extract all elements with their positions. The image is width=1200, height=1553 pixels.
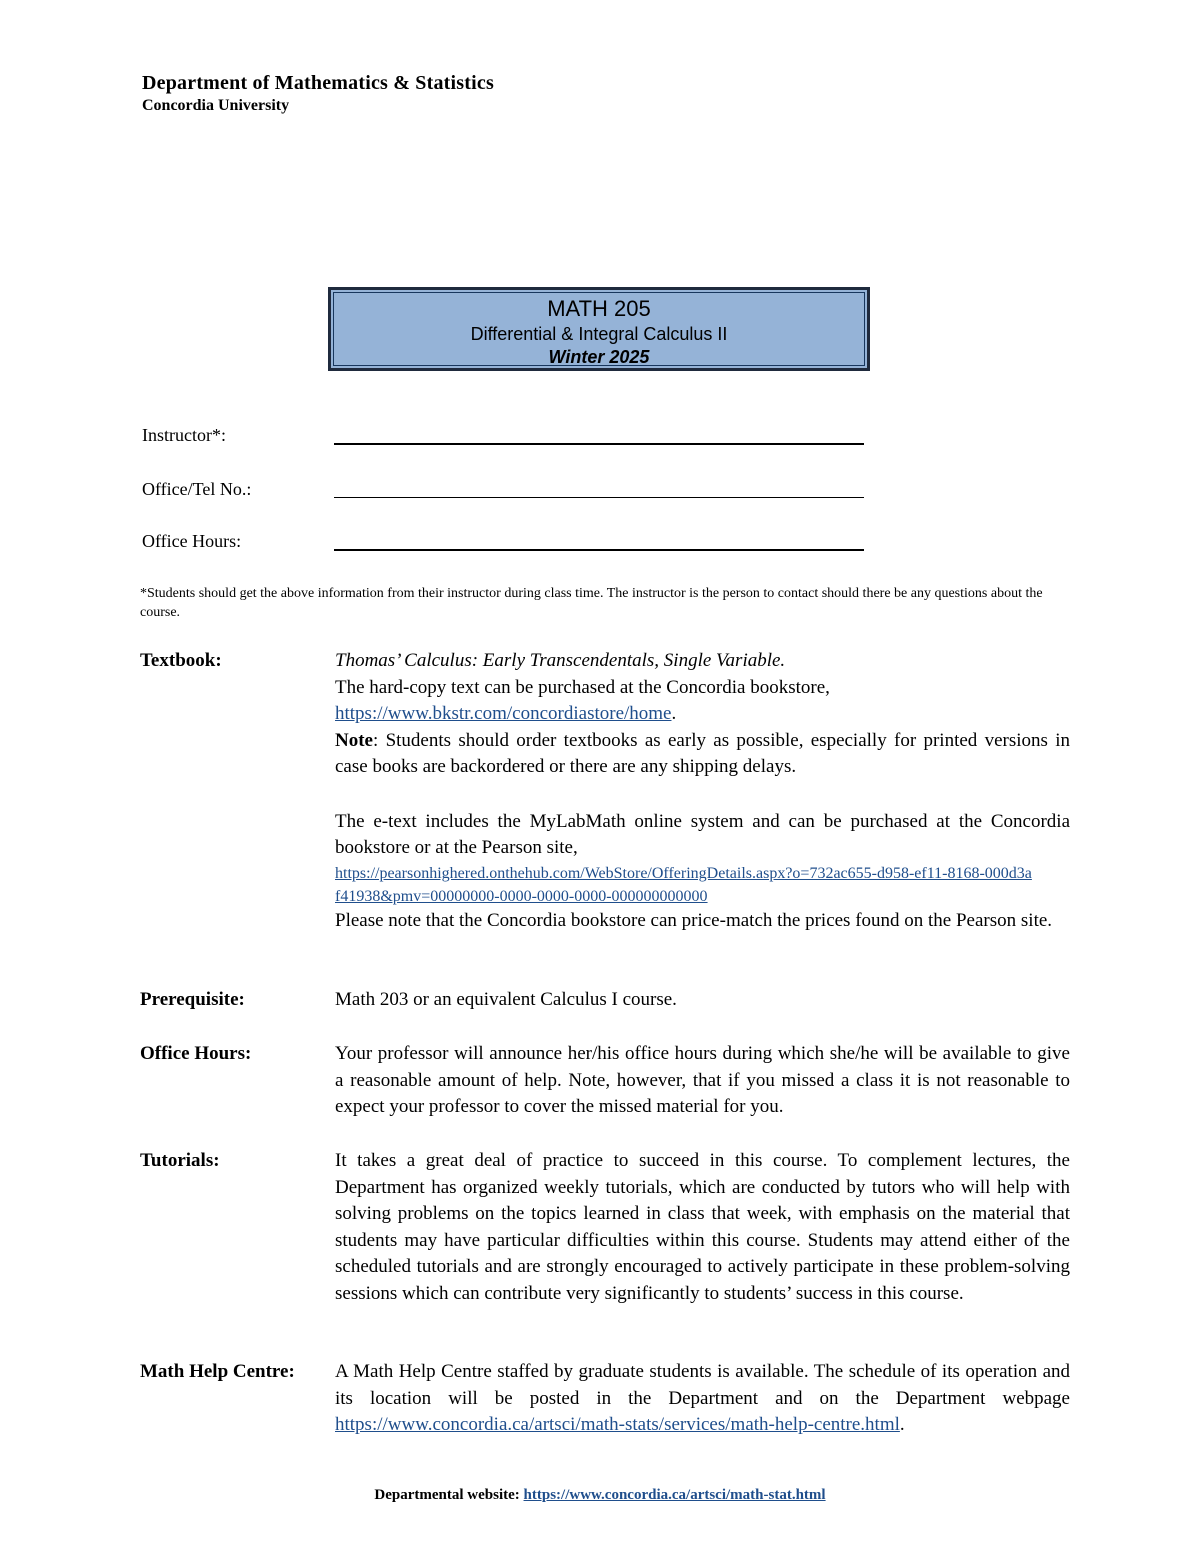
footer-label: Departmental website: [374, 1487, 520, 1503]
course-name: Differential & Integral Calculus II [470, 324, 728, 344]
tutorials-label: Tutorials: [140, 1150, 220, 1171]
textbook-note-label: Note [335, 729, 373, 751]
office-hours-label: Office Hours: [140, 1043, 252, 1064]
textbook-note-text: : Students should order textbooks as early as possible, especially for printed versions in case books are backordered or there are any shipping delays. [335, 729, 1070, 777]
pearson-link[interactable]: https://pearsonhighered.onthehub.com/WebStore/OfferingDetails.aspx?o=732ac655-d958-ef11-8168-000d3af41938&pmv=00000000-0000-0000-0000-000000000000 [335, 864, 1032, 905]
textbook-label: Textbook: [140, 650, 222, 671]
course-title-box [328, 287, 870, 371]
department-website-link[interactable]: https://www.concordia.ca/artsci/math-stat.html [523, 1487, 826, 1503]
tutorials-text: It takes a great deal of practice to succeed in this course. To complement lectures, the Department has organized weekly tutorials, which are conducted by tutors who will help with solving problems on the topics learned in class that week, with emphasis on the material that students may have particular difficulties within this course. Students may attend either of the scheduled tutorials and are strongly encouraged to actively participate in these problem-solving sessions which can contribute very significantly to students’ success in this course. [335, 1150, 1070, 1304]
office-hours-blank-line [334, 549, 864, 551]
instructor-info-note: *Students should get the above information from their instructor during class time. The instructor is the person to contact should there be any questions about the course. [140, 586, 1043, 620]
course-code: MATH 205 [547, 296, 651, 321]
prerequisite-text: Math 203 or an equivalent Calculus I course. [335, 989, 677, 1010]
office-tel-label: Office/Tel No.: [142, 479, 252, 499]
instructor-blank-line [334, 443, 864, 445]
department-title: Department of Mathematics & Statistics [142, 72, 494, 94]
textbook-title: Thomas’ Calculus: Early Transcendentals, Single Variable. [335, 650, 786, 671]
office-hours-field-label: Office Hours: [142, 531, 242, 551]
math-help-text: A Math Help Centre staffed by graduate students is available. The schedule of its operation and its location will be posted in the Department and on the Department webpage [335, 1361, 1070, 1409]
footer [0, 1487, 1200, 1504]
textbook-etext: The e-text includes the MyLabMath online system and can be purchased at the Concordia bookstore or at the Pearson site, [335, 810, 1070, 858]
textbook-pricematch: Please note that the Concordia bookstore can price-match the prices found on the Pearson site. [335, 909, 1053, 931]
bookstore-link[interactable]: https://www.bkstr.com/concordiastore/home [335, 703, 672, 724]
prerequisite-label: Prerequisite: [140, 989, 245, 1010]
course-term: Winter 2025 [548, 347, 650, 367]
office-hours-text: Your professor will announce her/his office hours during which she/he will be available to give a reasonable amount of help. Note, however, that if you missed a class it is not reasonable to expect your professor to cover the missed material for you. [335, 1043, 1070, 1117]
textbook-hardcopy: The hard-copy text can be purchased at the Concordia bookstore, [335, 676, 830, 698]
math-help-section: A Math Help Centre staffed by graduate students is available. The schedule of its operation and its location will be posted in the Department and on the Department webpage https://www.concordia.ca/artsci/math-stats/services/math-help-centre.html. [335, 1361, 1070, 1435]
university-name: Concordia University [142, 97, 290, 114]
math-help-link[interactable]: https://www.concordia.ca/artsci/math-stats/services/math-help-centre.html [335, 1414, 900, 1435]
textbook-section: Thomas’ Calculus: Early Transcendentals, Single Variable. The hard-copy text can be purchased at the Concordia bookstore, https://www.bkstr.com/concordiastore/home. Note: Students should order textbooks as early as possible, especially for printed versions in case books are backordered or there are any shipping delays. The e-text includes the MyLabMath online system and can be purchased at the Concordia bookstore or at the Pearson site, https://pearsonhighered.onthehub.com/WebStore/OfferingDetails.aspx?o=732ac655-d958-ef11-8168-000d3af41938&pmv=00000000-0000-0000-0000-000000000000 Please note that the Concordia bookstore can price-match the prices found on the Pearson site. [335, 648, 1070, 934]
instructor-label: Instructor*: [142, 425, 226, 445]
office-tel-blank-line [334, 497, 864, 498]
math-help-label: Math Help Centre: [140, 1361, 295, 1382]
